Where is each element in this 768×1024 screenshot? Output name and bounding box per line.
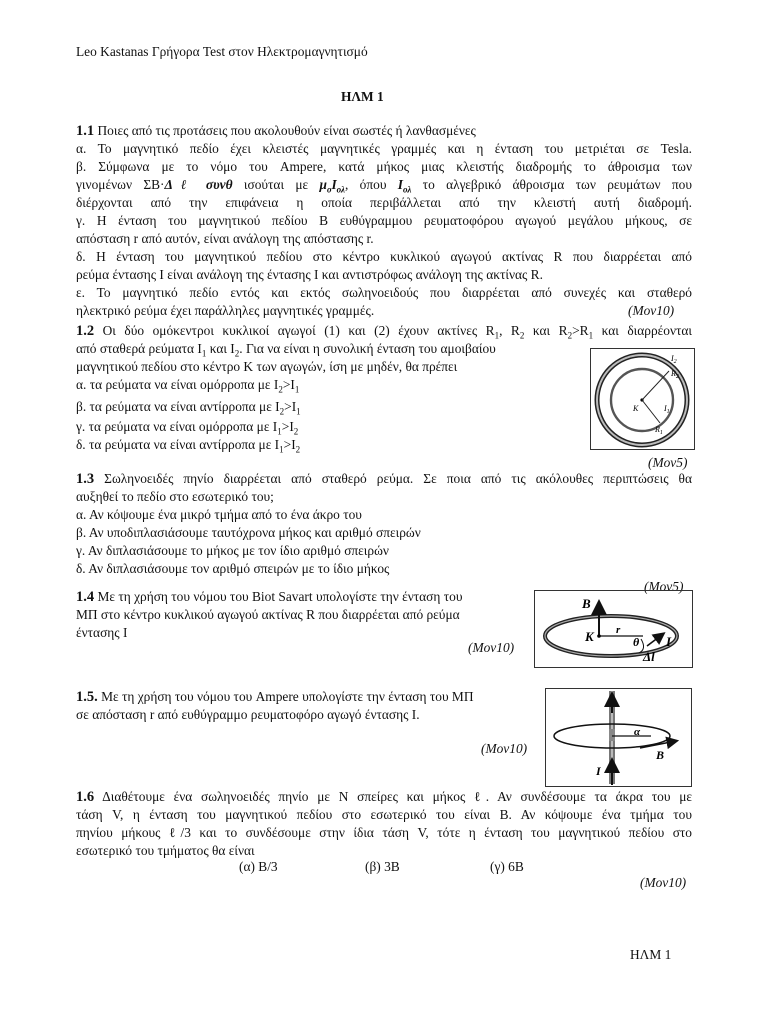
svg-text:α: α (634, 726, 641, 738)
statement-b-cont: διέρχονται από την επιφάνεια η οποία περιβάλλεται από την κλειστή αυτή διαδρομή. (76, 195, 692, 210)
question-number: 1.1 (76, 123, 95, 139)
svg-text:θ: θ (633, 635, 640, 649)
question-1-6-stem-3: πηνίου μήκους ℓ/3 και το συνδέσουμε στην ίδια τάση V, τότε η ένταση του μαγνητικού πεδίου στο (76, 825, 692, 840)
answer-b: (β) 3Β (365, 859, 400, 874)
statement-d-cont: ρεύμα έντασης Ι είναι ανάλογη της έντασης Ι και αντιστρόφως ανάλογη της ακτίνας R. (76, 267, 543, 282)
question-1-2-stem-3: μαγνητικού πεδίου στο κέντρο Κ των αγωγών, ίση με μηδέν, θα πρέπει (76, 359, 458, 374)
option-d: δ. τα ρεύματα να είναι αντίρροπα με $I_1>I_2$ (76, 437, 301, 455)
svg-text:I: I (666, 634, 672, 649)
option-c: γ. Αν διπλασιάσουμε το μήκος με τον ίδιο αριθμό σπειρών (76, 543, 389, 558)
question-1-6-stem-4: εσωτερικό του τμήματος θα είναι (76, 843, 255, 858)
question-1-4-stem-3: έντασης Ι (76, 625, 128, 640)
svg-text:R2: $R_2$ (671, 369, 679, 380)
question-number: 1.4 (76, 589, 95, 605)
concentric-rings-diagram (591, 349, 694, 449)
concentric-rings-figure (590, 348, 695, 450)
straight-wire-diagram (546, 689, 691, 786)
question-1-2-stem-2: από σταθερά ρεύματα $I_1$ και $I_2$. Για να είναι η συνολική ένταση του αμοιβαίου (76, 341, 496, 359)
page-header: Leo Kastanas Γρήγορα Test στον Ηλεκτρομαγνητισμό (76, 44, 368, 59)
marks: (Μον10) (628, 303, 675, 318)
statement-e: ε. Το μαγνητικό πεδίο εντός και εκτός σωληνοειδούς που διαρρέεται από συνεχές και σταθερό (76, 285, 692, 300)
svg-text:I: I (596, 764, 601, 778)
question-number: 1.2 (76, 323, 95, 339)
straight-wire-figure (545, 688, 692, 787)
page-title: ΗΛΜ 1 (341, 89, 384, 104)
svg-text:Δl: Δl (643, 649, 655, 664)
question-1-6-stem-2: τάση V, η ένταση του μαγνητικού πεδίου στο εσωτερικό του είναι Β. Αν κόψουμε ένα τμήμα του (76, 807, 692, 822)
statement-b-formula-line: γινομένων ΣΒ·Δℓ συνθ ισούται με $\mu_oI_{o\lambda}$, όπου $I_{o\lambda}$ το αλγεβρικό άθροισμα των ρευμάτων που (76, 177, 692, 195)
marks: (Μον5) (648, 455, 688, 470)
question-1-5-stem-2: σε απόσταση r από ευθύγραμμο ρευματοφόρο αγωγό έντασης Ι. (76, 707, 420, 722)
svg-text:B: B (656, 748, 665, 762)
question-1-5-stem: 1.5. Με τη χρήση του νόμου του Ampere υπολογίστε την ένταση του ΜΠ (76, 689, 474, 705)
page-footer: ΗΛΜ 1 (630, 947, 672, 962)
question-1-1-stem (76, 122, 476, 140)
svg-text:r: r (616, 624, 621, 636)
statement-c: γ. Η ένταση του μαγνητικού πεδίου Β ευθύγραμμου ρευματοφόρου αγωγού μεγάλου μήκους, σε (76, 213, 692, 228)
circular-loop-diagram (535, 591, 692, 667)
marks: (Μον10) (481, 741, 528, 756)
option-b: β. τα ρεύματα να είναι αντίρροπα με $I_2>I_1$ (76, 399, 301, 417)
statement-b: β. Σύμφωνα με το νόμο του Ampere, κατά μήκος μιας κλειστής διαδρομής το άθροισμα των (76, 159, 692, 174)
marks: (Μον5) (644, 579, 684, 594)
svg-text:R1: $R_1$ (655, 425, 663, 436)
question-number: 1.6 (76, 789, 95, 805)
question-1-4-stem-2: ΜΠ στο κέντρο κυκλικού αγωγού ακτίνας R που διαρρέεται από ρεύμα (76, 607, 460, 622)
svg-text:I2: $I_2$ (671, 354, 677, 365)
option-a: α. τα ρεύματα να είναι ομόρροπα με $I_2>I_1$ (76, 377, 300, 395)
question-1-3-stem-2: αυξηθεί το πεδίο στο εσωτερικό του; (76, 489, 274, 504)
question-number: 1.5. (76, 689, 98, 705)
svg-text:I1: $I_1$ (664, 404, 670, 415)
statement-d: δ. Η ένταση του μαγνητικού πεδίου στο κέντρο κυκλικού αγωγού ακτίνας R που διαρρέεται από (76, 249, 692, 264)
answer-c: (γ) 6Β (490, 859, 524, 874)
circular-loop-figure (534, 590, 693, 668)
svg-text:K: K (585, 629, 594, 644)
option-d: δ. Αν διπλασιάσουμε τον αριθμό σπειρών με το ίδιο μήκος (76, 561, 390, 576)
question-1-2-stem: 1.2 Οι δύο ομόκεντροι κυκλικοί αγωγοί (1) και (2) έχουν ακτίνες $R_1$, $R_2$ και $R_2>R_1$ και διαρρέονται (76, 323, 692, 341)
marks: (Μον10) (468, 640, 515, 655)
question-number: 1.3 (76, 471, 95, 487)
statement-c-cont: απόσταση r από αυτόν, είναι ανάλογη της απόστασης r. (76, 231, 374, 246)
option-c: γ. τα ρεύματα να είναι ομόρροπα με $I_1>I_2$ (76, 419, 299, 437)
answer-a: (α) Β/3 (239, 859, 278, 874)
option-a: α. Αν κόψουμε ένα μικρό τμήμα από το ένα άκρο του (76, 507, 362, 522)
option-b: β. Αν υποδιπλασιάσουμε ταυτόχρονα μήκος και αριθμό σπειρών (76, 525, 421, 540)
statement-a: α. Το μαγνητικό πεδίο έχει κλειστές μαγνητικές γραμμές και η ένταση του μετριέται σε Tesla. (76, 141, 692, 156)
question-text: Ποιες από τις προτάσεις που ακολουθούν είναι σωστές ή λανθασμένες (94, 123, 476, 138)
question-1-3-stem: 1.3 Σωληνοειδές πηνίο διαρρέεται από σταθερό ρεύμα. Σε ποια από τις ακόλουθες περιπτώσεις θα (76, 471, 692, 487)
svg-text:K: K (633, 404, 639, 413)
question-1-4-stem: 1.4 Με τη χρήση του νόμου του Biot Savart υπολογίστε την ένταση του (76, 589, 463, 605)
marks: (Μον10) (640, 875, 687, 890)
statement-e-cont: ηλεκτρικό ρεύμα έχει παράλληλες μαγνητικές γραμμές. (76, 303, 375, 318)
svg-text:B: B (582, 596, 591, 611)
question-1-6-stem: 1.6 Διαθέτουμε ένα σωληνοειδές πηνίο με Ν σπείρες και μήκος ℓ. Αν συνδέσουμε τα άκρα του με (76, 789, 692, 805)
